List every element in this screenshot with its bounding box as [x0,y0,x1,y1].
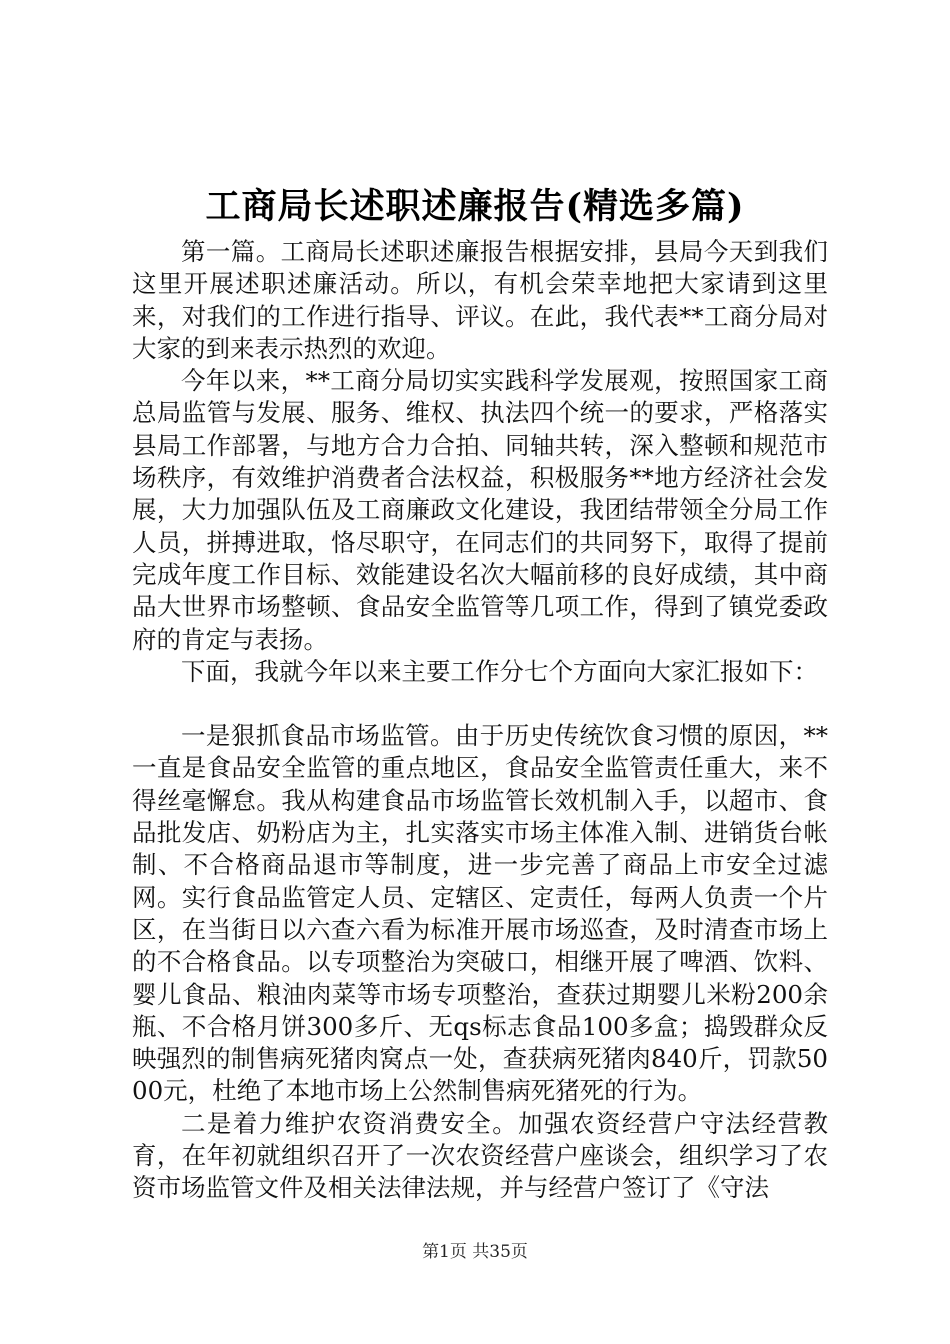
document-body [132,236,828,1205]
document-title: 工商局长述职述廉报告(精选多篇) [205,186,745,227]
paragraph-2: 今年以来，**工商分局切实实践科学发展观，按照国家工商总局监管与发展、服务、维权、执法四个统一的要求，严格落实县局工作部署，与地方合力合拍、同轴共转，深入整顿和规范市场秩序，有效维护消费者合法权益，积极服务**地方经济社会发展，大力加强队伍及工商廉政文化建设，我团结带领全分局工作人员，拼搏进取，恪尽职守，在同志们的共同努下，取得了提前完成年度工作目标、效能建设名次大幅前移的良好成绩，其中商品大世界市场整顿、食品安全监管等几项工作，得到了镇党委政府的肯定与表扬。 [132,366,828,654]
paragraph-4: 一是狠抓食品市场监管。由于历史传统饮食习惯的原因，**一直是食品安全监管的重点地区，食品安全监管责任重大，来不得丝毫懈怠。我从构建食品市场监管长效机制入手，以超市、食品批发店、奶粉店为主，扎实落实市场主体准入制、进销货台帐制、不合格商品退市等制度，进一步完善了商品上市安全过滤网。实行食品监管定人员、定辖区、定责任，每两人负责一个片区，在当街日以六查六看为标准开展市场巡查，及时清查市场上的不合格食品。以专项整治为突破口，相继开展了啤酒、饮料、婴儿食品、粮油肉菜等市场专项整治，查获过期婴儿米粉200余瓶、不合格月饼300多斤、无qs标志食品100多盒；捣毁群众反映强烈的制售病死猪肉窝点一处，查获病死猪肉840斤，罚款5000元，杜绝了本地市场上公然制售病死猪死的行为。 [132,721,828,1106]
page-number: 第1页 共35页 [422,1242,528,1262]
paragraph-3: 下面，我就今年以来主要工作分七个方面向大家汇报如下： [181,656,818,686]
paragraph-5: 二是着力维护农资消费安全。加强农资经营户守法经营教育，在年初就组织召开了一次农资经营户座谈会，组织学习了农资市场监管文件及相关法律法规，并与经营户签订了《守法 [132,1108,828,1203]
paragraph-1: 第一篇。工商局长述职述廉报告根据安排，县局今天到我们这里开展述职述廉活动。所以，有机会荣幸地把大家请到这里来，对我们的工作进行指导、评议。在此，我代表**工商分局对大家的到来表示热烈的欢迎。 [132,237,828,363]
